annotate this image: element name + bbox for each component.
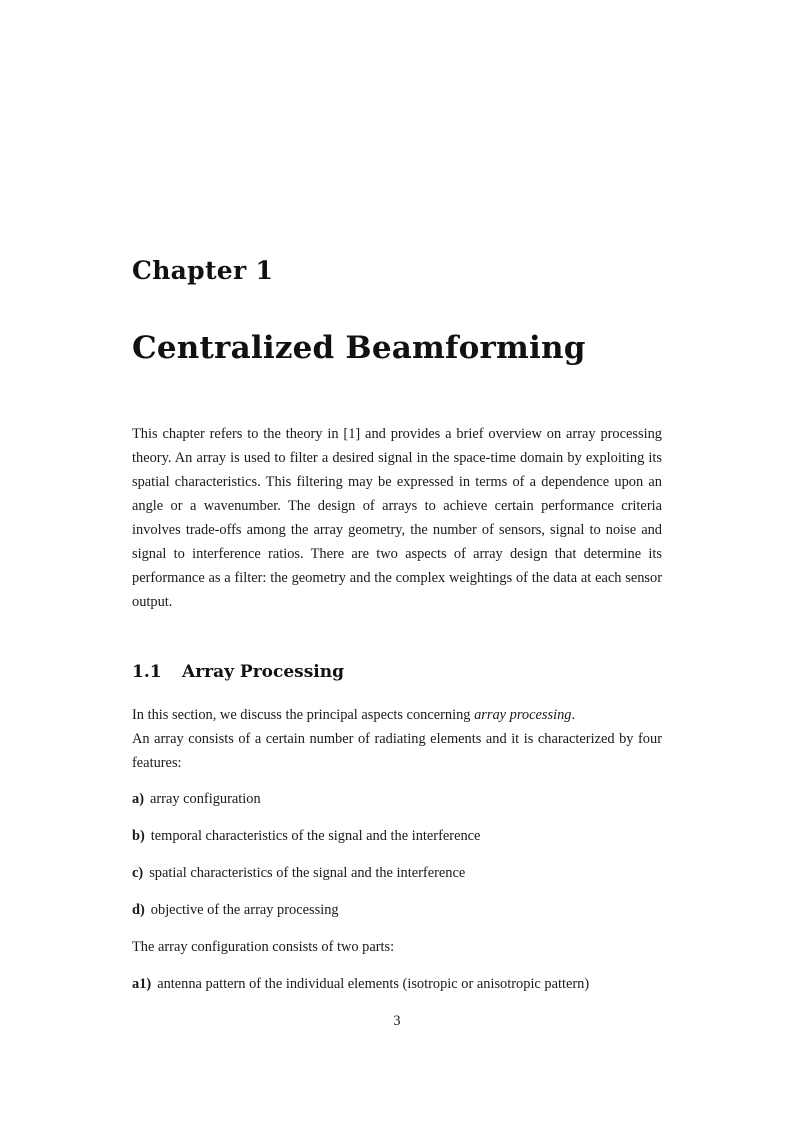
feature-text: objective of the array processing — [150, 902, 339, 918]
chapter-title: Centralized Beamforming — [132, 330, 586, 366]
chapter-label: Chapter 1 — [132, 256, 274, 285]
section-p1-emphasis: array processing — [474, 707, 572, 723]
config-item-a1 — [132, 972, 662, 996]
section-number: 1.1 — [132, 662, 162, 682]
config-label: a1) — [132, 976, 152, 992]
feature-label: c) — [132, 865, 144, 881]
feature-text: temporal characteristics of the signal and the interference — [150, 828, 481, 844]
section-paragraph-1 — [132, 703, 662, 727]
feature-label: a) — [132, 791, 144, 807]
section-p1-suffix: . — [571, 707, 576, 723]
section-heading — [132, 662, 344, 682]
feature-label: d) — [132, 902, 145, 918]
config-text: antenna pattern of the individual elements (isotropic or anisotropic pattern) — [157, 976, 590, 992]
feature-item-c — [132, 861, 662, 885]
page-number: 3 — [393, 1013, 401, 1029]
feature-label: b) — [132, 828, 145, 844]
section-p1-prefix: In this section, we discuss the principal aspects concerning — [132, 707, 475, 723]
feature-text: array configuration — [150, 791, 261, 807]
feature-item-b — [132, 824, 662, 848]
feature-item-a — [132, 787, 662, 811]
intro-paragraph: This chapter refers to the theory in [1] and provides a brief overview on array processing theory. An array is used to filter a desired signal in the space-time domain by exploiting its spatial characteristics. This filtering may be expressed in terms of a dependence upon an angle or a wavenumber. The design of arrays to achieve certain performance criteria involves trade-offs among the array geometry, the number of sensors, signal to noise and signal to interference ratios. There are two aspects of array design that determine its performance as a filter: the geometry and the complex weightings of the data at each sensor output. — [132, 426, 662, 610]
feature-item-d — [132, 898, 662, 922]
section-paragraph-2: An array consists of a certain number of radiating elements and it is characterized by four features: — [132, 731, 662, 771]
feature-text: spatial characteristics of the signal and the interference — [149, 865, 466, 881]
config-intro: The array configuration consists of two parts: — [132, 939, 395, 955]
section-title: Array Processing — [182, 662, 345, 682]
